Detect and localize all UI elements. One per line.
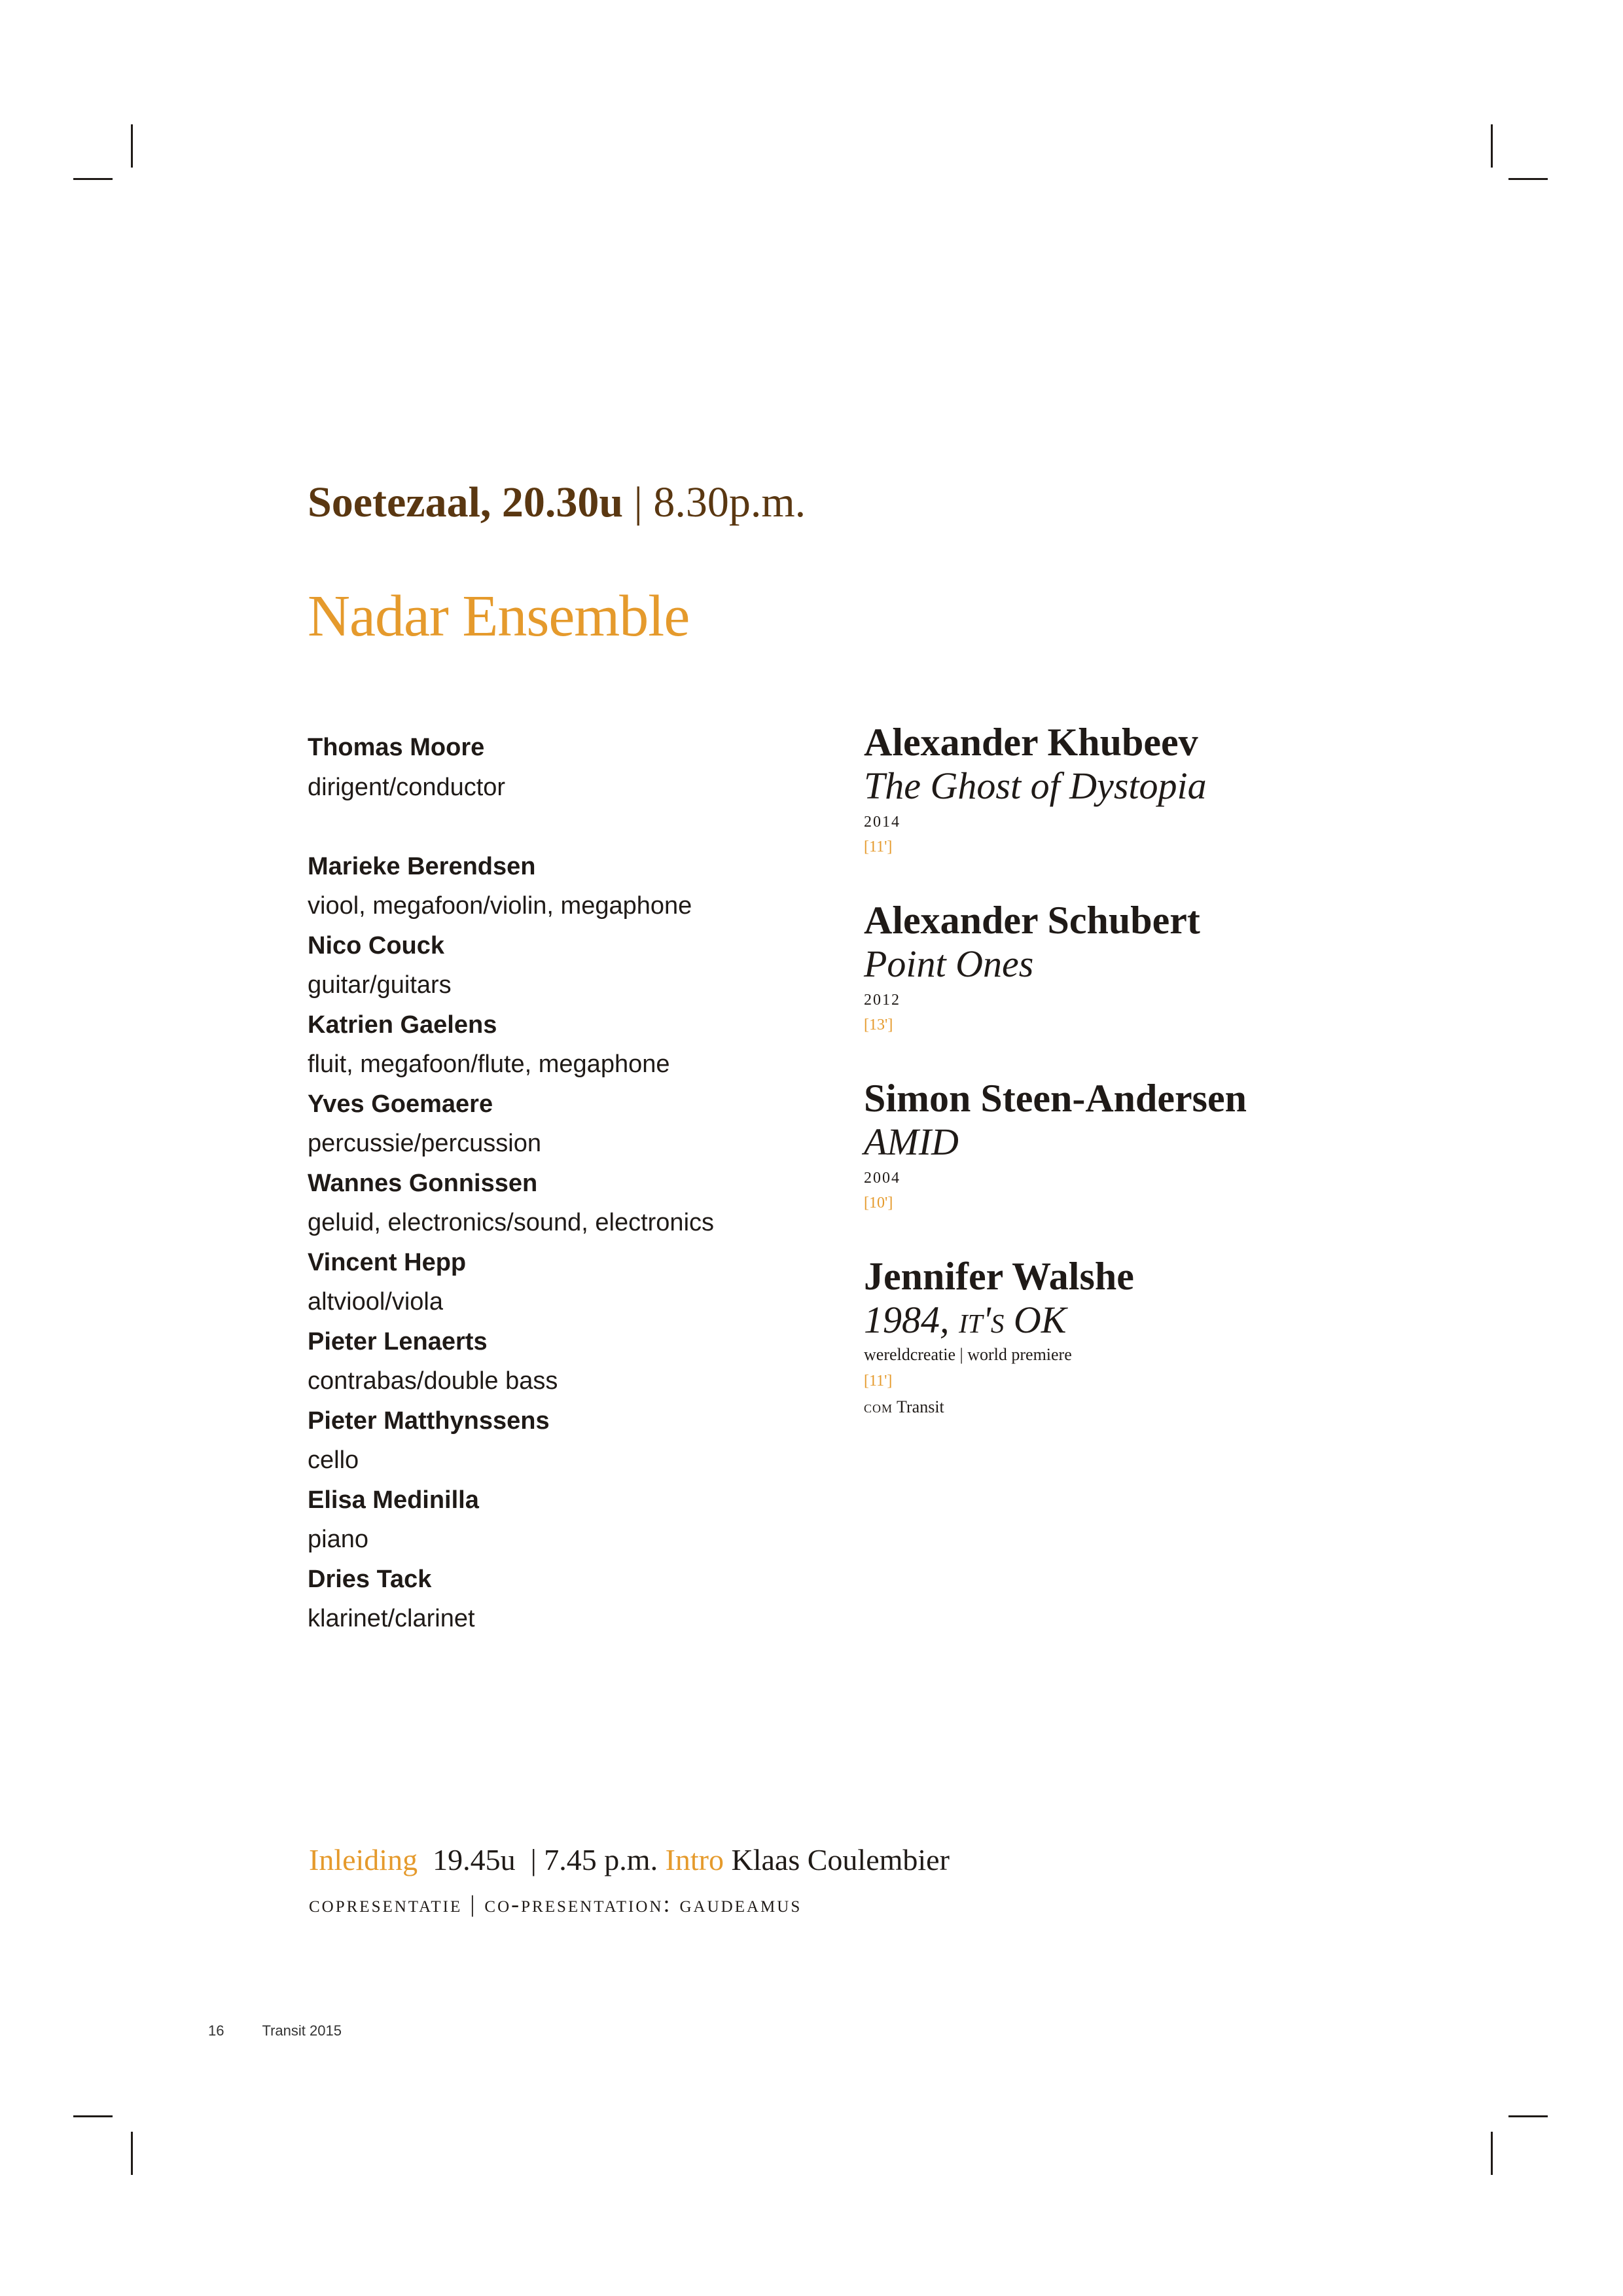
work-duration: [13'] bbox=[864, 1016, 893, 1033]
ensemble-title: Nadar Ensemble bbox=[308, 584, 690, 649]
performer-name: Katrien Gaelens bbox=[308, 1011, 497, 1039]
intro-speaker: Klaas Coulembier bbox=[731, 1843, 950, 1876]
program-list bbox=[864, 720, 1453, 1458]
crop-mark-top-right-horizontal bbox=[1508, 178, 1548, 180]
program-item bbox=[864, 898, 1453, 1038]
work-duration: [11'] bbox=[864, 1372, 893, 1390]
program-item bbox=[864, 720, 1453, 860]
performer-name: Nico Couck bbox=[308, 931, 445, 960]
performer-role: piano bbox=[308, 1526, 368, 1553]
introduction-line bbox=[309, 1842, 950, 1877]
commission-note bbox=[864, 1394, 1453, 1420]
performer-name: Vincent Hepp bbox=[308, 1248, 467, 1276]
performer-name: Dries Tack bbox=[308, 1565, 432, 1593]
crop-mark-top-left-horizontal bbox=[73, 178, 113, 180]
work-year: 2012 bbox=[864, 992, 901, 1009]
performer-name: Marieke Berendsen bbox=[308, 852, 536, 880]
performer-role: fluit, megafoon/flute, megaphone bbox=[308, 1050, 670, 1078]
commission-prefix: com bbox=[864, 1397, 893, 1416]
intro-time: 19.45u bbox=[433, 1843, 516, 1876]
page-number: 16 bbox=[208, 2022, 224, 2039]
performer-role: altviool/viola bbox=[308, 1288, 443, 1316]
work-title: The Ghost of Dystopia bbox=[864, 764, 1207, 807]
intro-time-english: 7.45 p.m. bbox=[544, 1843, 658, 1876]
intro-label-english: Intro bbox=[665, 1843, 724, 1876]
work-year: 2004 bbox=[864, 1170, 901, 1187]
performer-role: percussie/percussion bbox=[308, 1130, 541, 1157]
intro-label: Inleiding bbox=[309, 1843, 418, 1876]
crop-mark-bottom-right-horizontal bbox=[1508, 2115, 1548, 2117]
performer-list-gap bbox=[308, 807, 844, 847]
venue-separator: | bbox=[633, 478, 643, 526]
performer-role: contrabas/double bass bbox=[308, 1367, 558, 1395]
performer-role: klarinet/clarinet bbox=[308, 1605, 475, 1632]
composer-name: Jennifer Walshe bbox=[864, 1255, 1134, 1298]
crop-mark-top-left-vertical bbox=[131, 124, 133, 168]
work-duration: [10'] bbox=[864, 1194, 893, 1211]
crop-mark-bottom-left-horizontal bbox=[73, 2115, 113, 2117]
performer-list bbox=[308, 728, 844, 1639]
publication-name: Transit 2015 bbox=[262, 2022, 342, 2039]
performer-role: viool, megafoon/violin, megaphone bbox=[308, 892, 692, 920]
performer-role: cello bbox=[308, 1446, 359, 1474]
venue-and-time: Soetezaal, 20.30u bbox=[308, 478, 624, 526]
composer-name: Simon Steen-Andersen bbox=[864, 1077, 1247, 1120]
performer-role: dirigent/conductor bbox=[308, 773, 506, 801]
time-english: 8.30p.m. bbox=[653, 478, 806, 526]
work-duration: [11'] bbox=[864, 838, 893, 855]
copresentation-line: copresentatie | co-presentation: gaudeamus bbox=[309, 1891, 802, 1917]
performer-name: Thomas Moore bbox=[308, 734, 485, 761]
premiere-note: wereldcreatie | world premiere bbox=[864, 1345, 1072, 1364]
performer-role: guitar/guitars bbox=[308, 971, 452, 999]
program-item bbox=[864, 1076, 1453, 1216]
venue-time-heading bbox=[308, 478, 806, 528]
performer-name: Wannes Gonnissen bbox=[308, 1169, 538, 1197]
work-year: 2014 bbox=[864, 814, 901, 831]
work-title: Point Ones bbox=[864, 942, 1034, 985]
crop-mark-bottom-right-vertical bbox=[1491, 2132, 1493, 2175]
work-title: 1984, it's OK bbox=[864, 1299, 1067, 1341]
performer-name: Pieter Matthynssens bbox=[308, 1407, 550, 1435]
commission-name: Transit bbox=[897, 1397, 944, 1416]
composer-name: Alexander Schubert bbox=[864, 899, 1200, 942]
crop-mark-top-right-vertical bbox=[1491, 124, 1493, 168]
crop-mark-bottom-left-vertical bbox=[131, 2132, 133, 2175]
intro-separator: | bbox=[530, 1843, 537, 1876]
performer-role: geluid, electronics/sound, electronics bbox=[308, 1209, 715, 1236]
page-footer bbox=[208, 2022, 342, 2039]
program-item bbox=[864, 1254, 1453, 1420]
performer-name: Yves Goemaere bbox=[308, 1090, 493, 1118]
performer-name: Pieter Lenaerts bbox=[308, 1327, 488, 1355]
composer-name: Alexander Khubeev bbox=[864, 721, 1198, 764]
work-title: AMID bbox=[864, 1121, 959, 1163]
performer-name: Elisa Medinilla bbox=[308, 1486, 479, 1514]
